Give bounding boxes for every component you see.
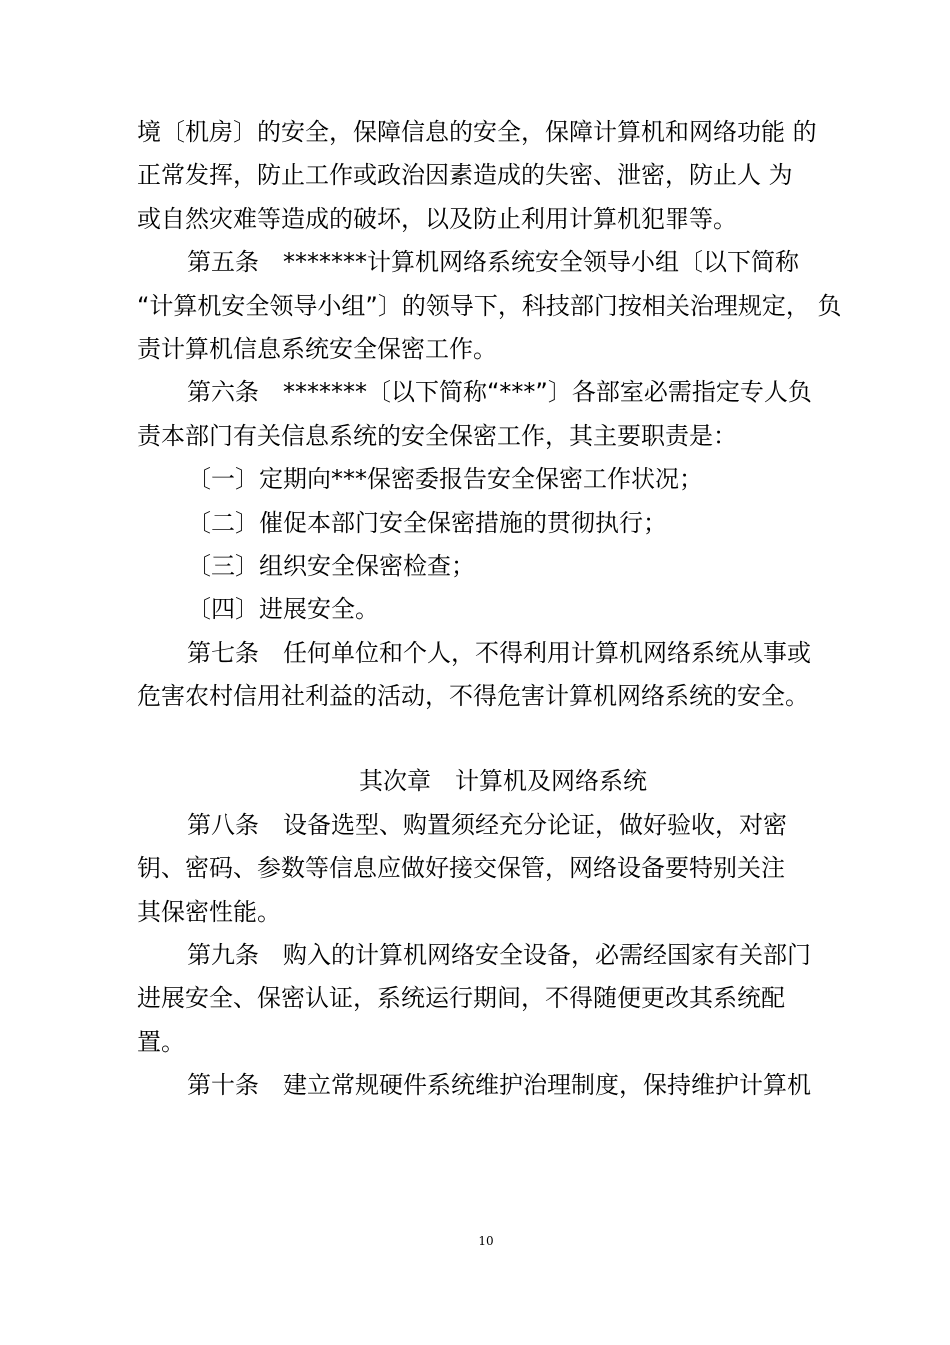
text-line: 钥、密码、参数等信息应做好接交保管，网络设备要特别关注 bbox=[137, 854, 785, 883]
list-item: 〔一〕定期向***保密委报告安全保密工作状况； bbox=[187, 465, 703, 494]
article-9-heading-line: 第九条 购入的计算机网络安全设备，必需经国家有关部门 bbox=[187, 941, 811, 970]
text-line: 责本部门有关信息系统的安全保密工作，其主要职责是： bbox=[137, 421, 737, 450]
text-line: 或自然灾难等造成的破坏，以及防止利用计算机犯罪等。 bbox=[137, 204, 737, 233]
list-item: 〔四〕进展安全。 bbox=[187, 595, 379, 624]
blank-line bbox=[137, 718, 849, 760]
document-body bbox=[137, 111, 849, 1108]
text-line: 置。 bbox=[137, 1027, 185, 1056]
chapter-title: 其次章 计算机及网络系统 bbox=[359, 767, 647, 796]
article-8-heading-line: 第八条 设备选型、购置须经充分论证，做好验收，对密 bbox=[187, 810, 787, 839]
list-item: 〔二〕催促本部门安全保密措施的贯彻执行； bbox=[187, 508, 667, 537]
article-10-heading-line: 第十条 建立常规硬件系统维护治理制度，保持维护计算机 bbox=[187, 1071, 811, 1100]
text-line: 责计算机信息系统安全保密工作。 bbox=[137, 334, 497, 363]
page-number: 10 bbox=[478, 1234, 494, 1248]
article-5-heading-line: 第五条 *******计算机网络系统安全领导小组〔以下简称 bbox=[187, 248, 799, 277]
list-item: 〔三〕组织安全保密检查； bbox=[187, 551, 475, 580]
text-line: 危害农村信用社利益的活动，不得危害计算机网络系统的安全。 bbox=[137, 682, 809, 711]
article-7-heading-line: 第七条 任何单位和个人，不得利用计算机网络系统从事或 bbox=[187, 638, 811, 667]
text-line: 正常发挥，防止工作或政治因素造成的失密、泄密，防止人 为 bbox=[137, 161, 793, 190]
text-line: 进展安全、保密认证，系统运行期间，不得随便更改其系统配 bbox=[137, 984, 785, 1013]
text-line: 境〔机房〕的安全，保障信息的安全，保障计算机和网络功能 的 bbox=[137, 118, 817, 146]
article-6-heading-line: 第六条 *******〔以下简称“***”〕各部室必需指定专人负 bbox=[187, 378, 812, 407]
text-line: “计算机安全领导小组”〕的领导下，科技部门按相关治理规定， 负 bbox=[137, 291, 842, 320]
text-line: 其保密性能。 bbox=[137, 897, 281, 926]
